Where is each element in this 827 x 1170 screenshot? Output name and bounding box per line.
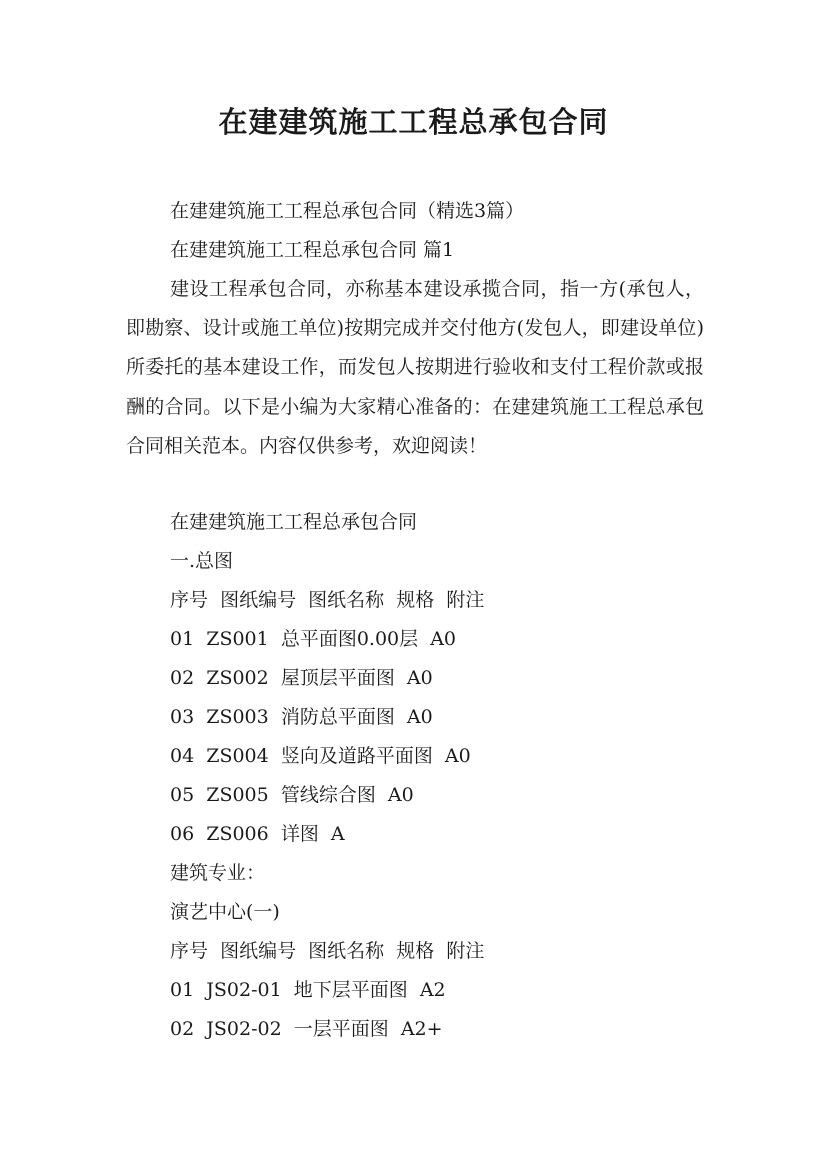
- table-row: 01 JS02-01 地下层平面图 A2: [170, 979, 446, 1001]
- table-row: 03 ZS003 消防总平面图 A0: [170, 706, 433, 728]
- general-heading: 一.总图: [170, 550, 234, 572]
- subtitle: 在建建筑施工工程总承包合同（精选3篇）: [170, 200, 525, 222]
- arch-heading: 建筑专业：: [170, 862, 266, 884]
- contract-name: 在建建筑施工工程总承包合同: [170, 511, 418, 533]
- table-row: 06 ZS006 详图 A: [170, 823, 345, 845]
- table-row: 04 ZS004 竖向及道路平面图 A0: [170, 745, 471, 767]
- arch-sub-heading: 演艺中心(一): [170, 901, 280, 923]
- intro-paragraph: 建设工程承包合同，亦称基本建设承揽合同，指一方(承包人，即勘察、设计或施工单位)按期完成并交付他方(发包人，即建设单位)所委托的基本建设工作，而发包人按期进行验收和支付工程价款或报酬的合同。以下是小编为大家精心准备的：在建建筑施工工程总承包合同相关范本。内容仅供参考，欢迎阅读！: [126, 278, 704, 457]
- table-row: 02 JS02-02 一层平面图 A2+: [170, 1018, 443, 1040]
- table-header: 序号 图纸编号 图纸名称 规格 附注: [170, 589, 485, 611]
- section-heading: 在建建筑施工工程总承包合同 篇1: [170, 239, 455, 261]
- table-row: 05 ZS005 管线综合图 A0: [170, 784, 414, 806]
- table-row: 01 ZS001 总平面图0.00层 A0: [170, 628, 457, 650]
- arch-table-header: 序号 图纸编号 图纸名称 规格 附注: [170, 940, 485, 962]
- table-row: 02 ZS002 屋顶层平面图 A0: [170, 667, 433, 689]
- document-title: 在建建筑施工工程总承包合同: [218, 105, 609, 139]
